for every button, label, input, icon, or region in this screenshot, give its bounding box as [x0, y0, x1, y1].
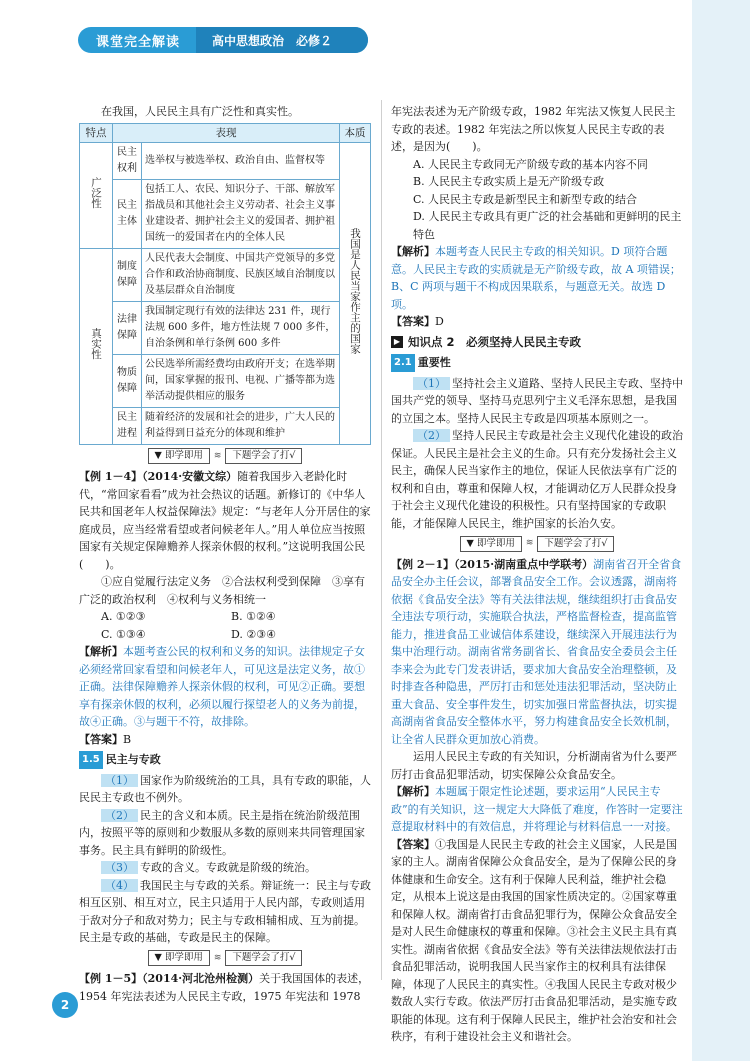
option: B. ①②④ [231, 610, 276, 623]
table-header: 表现 [113, 123, 340, 142]
practice-bar [391, 535, 683, 553]
example-stem: 湖南省召开全省食品安全办主任会议，部署食品安全工作。会议透露，湖南将依据《食品安全法》等有关法律法规，继续组织打击食品安全违法专项行动，实施联合执法，严格监督检查，提高监管能力，推进食品工业诚信体系建设，继续深入开展违法行为集中治理行动。湖南省常务副省长、省食品安全委员会主任李来会为此专门发表讲话，要求加大食品安全治理整顿，及时排查各种隐患，严厉打击和惩处违法犯罪活动，坚决防止重大食品、安全事件发生，切实加强日常监督执法，切实提高湖南省食品安全整体水平，努力构建食品安全长效机制，让全省人民群众更加放心消费。 [391, 557, 682, 746]
table-header: 本质 [340, 123, 371, 142]
practice-label: ▼ 即学即用 [148, 950, 210, 966]
table-cell: 选举权与被选举权、政治自由、监督权等 [142, 142, 340, 179]
option: D. ②③④ [231, 627, 277, 641]
practice-bar [79, 950, 371, 968]
table-sub-label: 民主进程 [113, 407, 142, 444]
table-header: 特点 [80, 123, 113, 142]
table-essence: 我国是人民当家作主的国家 [340, 142, 371, 444]
example-question: 运用人民民主专政的有关知识，分析湖南省为什么要严厉打击食品犯罪活动，切实保障公众食品安全。 [391, 750, 677, 781]
check-hint: 下题学会了打√ [537, 536, 614, 552]
analysis-label: 【解析】 [391, 785, 435, 798]
option: D. 人民民主专政具有更广泛的社会基础和更鲜明的民主特色 [413, 210, 682, 241]
table-cell: 随着经济的发展和社会的进步，广大人民的利益得到日益充分的体现和维护 [142, 407, 340, 444]
table-sub-label: 民主主体 [113, 179, 142, 248]
table-cell: 公民选举所需经费均由政府开支；在选举期间，国家掌握的报刊、电视、广播等都为选举活动提供相应的服务 [142, 354, 340, 407]
table-sub-label: 制度保障 [113, 248, 142, 301]
section-heading: 2.1 重要性 [391, 354, 683, 372]
section-heading: 1.5 民主与专政 [79, 751, 371, 769]
check-hint: 下题学会了打√ [225, 448, 302, 464]
check-hint: 下题学会了打√ [225, 950, 302, 966]
table-cell: 人民代表大会制度、中国共产党领导的多党合作和政治协商制度、民族区域自治制度以及基层群众自治制度 [142, 248, 340, 301]
option: C. ①③④ [101, 627, 146, 641]
answer-text: D [435, 315, 444, 328]
example-stem: 随着我国步入老龄化时代，“常回家看看”成为社会热议的话题。新修订的《中华人民共和国老年人权益保障法》规定：“与老年人分开居住的家庭成员，应当经常看望或者问候老年人。”用人单位应当按照国家有关规定保障赡养人探亲休假的权利。”这说明我国公民( )。 [79, 470, 371, 571]
example-label: 【例 1－4】 [79, 470, 143, 483]
play-icon: ▶ [391, 336, 403, 348]
analysis-text: 本题考查公民的权利和义务的知识。法律规定子女必须经常回家看望和问候老年人，可见这是法定义务，故①正确。法律保障赡养人探亲休假的权利，可见②正确。要想享有探亲休假的权利，必须以履行探望老人的义务为前提，故④正确。③与题干不符，故排除。 [79, 645, 365, 728]
example-label: 【例 2－1】 [391, 557, 455, 571]
right-column [391, 103, 683, 1046]
subject-title: 高中思想政治 必修２ [212, 34, 333, 48]
knowledge-point-heading: ▶ 知识点 2 必须坚持人民民主专政 [391, 334, 683, 352]
option: C. 人民民主专政是新型民主和新型专政的结合 [413, 192, 638, 206]
example-stem: 关于我国国体的表述，1954 年宪法表述为人民民主专政，1975 年宪法和 1978 [79, 972, 370, 1003]
answer-label: 【答案】 [79, 732, 123, 746]
point-item: （1） 国家作为阶级统治的工具，具有专政的职能，人民民主专政也不例外。 [79, 773, 371, 804]
example-label: 【例 1－5】 [79, 972, 143, 985]
analysis-text: 本题考查人民民主专政的相关知识。D 项符合题意。人民民主专政的实质就是无产阶级专政，故 A 项错误；B、C 两项与题干不构成因果联系，与题意无关。故选 D 项。 [391, 245, 681, 311]
practice-bar [79, 448, 371, 466]
left-column [79, 103, 371, 1005]
wave-icon: ≋ [213, 952, 222, 963]
table-group-label: 真实性 [80, 248, 113, 444]
page-number: 2 [52, 992, 78, 1018]
point-item: （2） 坚持人民民主专政是社会主义现代化建设的政治保证。人民民主是社会主义的生命。只有充分发扬社会主义民主，确保人民当家作主的地位，保证人民依法享有广泛的权利和自由，尊重和保障人权，才能调动亿万人民群众投身于社会主义现代化建设的积极性。只有坚持国家的专政职能，才能保障人民民主，维护国家的长治久安。 [391, 429, 683, 530]
example-source: （2014·河北沧州检测） [142, 972, 260, 985]
example-stem-continued: 年宪法表述为无产阶级专政，1982 年宪法又恢复人民民主专政的表述。1982 年宪法之所以恢复人民民主专政的表述，是因为( )。 [391, 105, 676, 153]
table-cell: 包括工人、农民、知识分子、干部、解放军指战员和其他社会主义劳动者、社会主义事业建设者、拥护社会主义的爱国者、拥护祖国统一的爱国者在内的全体人民 [142, 179, 340, 248]
point-item: （1） 坚持社会主义道路、坚持人民民主专政、坚持中国共产党的领导、坚持马克思列宁主义毛泽东思想，是我国的立国之本。坚持人民民主专政是四项基本原则之一。 [391, 376, 683, 425]
example-statements: ①应自觉履行法定义务 ②合法权利受到保障 ③享有广泛的政治权利 ④权利与义务相统一 [79, 575, 365, 606]
example-source: （2015·湖南重点中学联考） [454, 557, 594, 571]
answer-label: 【答案】 [391, 315, 435, 328]
option: A. 人民民主专政同无产阶级专政的基本内容不同 [413, 157, 648, 171]
option: A. ①②③ [101, 610, 146, 623]
analysis-label: 【解析】 [391, 245, 435, 258]
answer-label: 【答案】 [391, 837, 435, 851]
table-sub-label: 物质保障 [113, 354, 142, 407]
point-item: （3） 专政的含义。专政就是阶级的统治。 [79, 859, 371, 877]
intro-text: 在我国，人民民主具有广泛性和真实性。 [101, 105, 299, 118]
answer-text: ①我国是人民民主专政的社会主义国家，人民是国家的主人。湖南省保障公众食品安全，是为了保障公民的身体健康和生命安全。这有利于保障人民利益，维护社会稳定，从根本上说这是由我国的国家性质决定的。②国家尊重和保障人权。湖南省打击食品犯罪行为，保障公众食品安全是对人民生命健康权的尊重和保障。③社会主义民主具有真实性。湖南省依据《食品安全法》等有关法律法规依法打击食品犯罪活动，说明我国人民当家作主的权利具有法律保障，体现了人民民主的真实性。④我国人民民主专政对极少数敌人实行专政。依法严厉打击食品犯罪活动，是实施专政职能的体现。这有利于保障人民民主，维护社会治安和社会秩序，有利于建设社会主义和谐社会。 [391, 837, 677, 1043]
analysis-text: 本题属于限定性论述题，要求运用“人民民主专政”的有关知识，这一规定大大降低了难度，作答时一定要注意提取材料中的有效信息，并将理论与材料信息一一对接。 [391, 785, 683, 833]
practice-label: ▼ 即学即用 [148, 448, 210, 464]
point-item: （4） 我国民主与专政的关系。辩证统一：民主与专政相互区别、相互对立，民主只适用于人民内部，专政则适用于敌对分子和敌对势力；民主与专政相辅相成、互为前提。民主是专政的基础，专政是民主的保障。 [79, 878, 371, 944]
analysis-label: 【解析】 [79, 645, 123, 658]
table-group-label: 广泛性 [80, 142, 113, 248]
wave-icon: ≋ [213, 450, 222, 461]
column-divider [381, 100, 382, 980]
example-source: （2014·安徽文综） [142, 470, 238, 483]
point-item: （2） 民主的含义和本质。民主是指在统治阶级范围内，按照平等的原则和少数服从多数的原则来共同管理国家事务。民主具有鲜明的阶级性。 [79, 808, 365, 857]
option: B. 人民民主专政实质上是无产阶级专政 [413, 175, 605, 188]
answer-text: B [123, 732, 132, 746]
practice-label: ▼ 即学即用 [460, 536, 522, 552]
wave-icon: ≋ [525, 538, 534, 548]
page-sidebar [692, 0, 750, 1061]
table-sub-label: 法律保障 [113, 301, 142, 354]
book-title: 课堂完全解读 [96, 35, 181, 50]
democracy-table [79, 123, 371, 445]
table-sub-label: 民主权利 [113, 142, 142, 179]
table-cell: 我国制定现行有效的法律达 231 件，现行法规 600 多件，地方性法规 7 000 多件，自治条例和单行条例 600 多件 [142, 301, 340, 354]
